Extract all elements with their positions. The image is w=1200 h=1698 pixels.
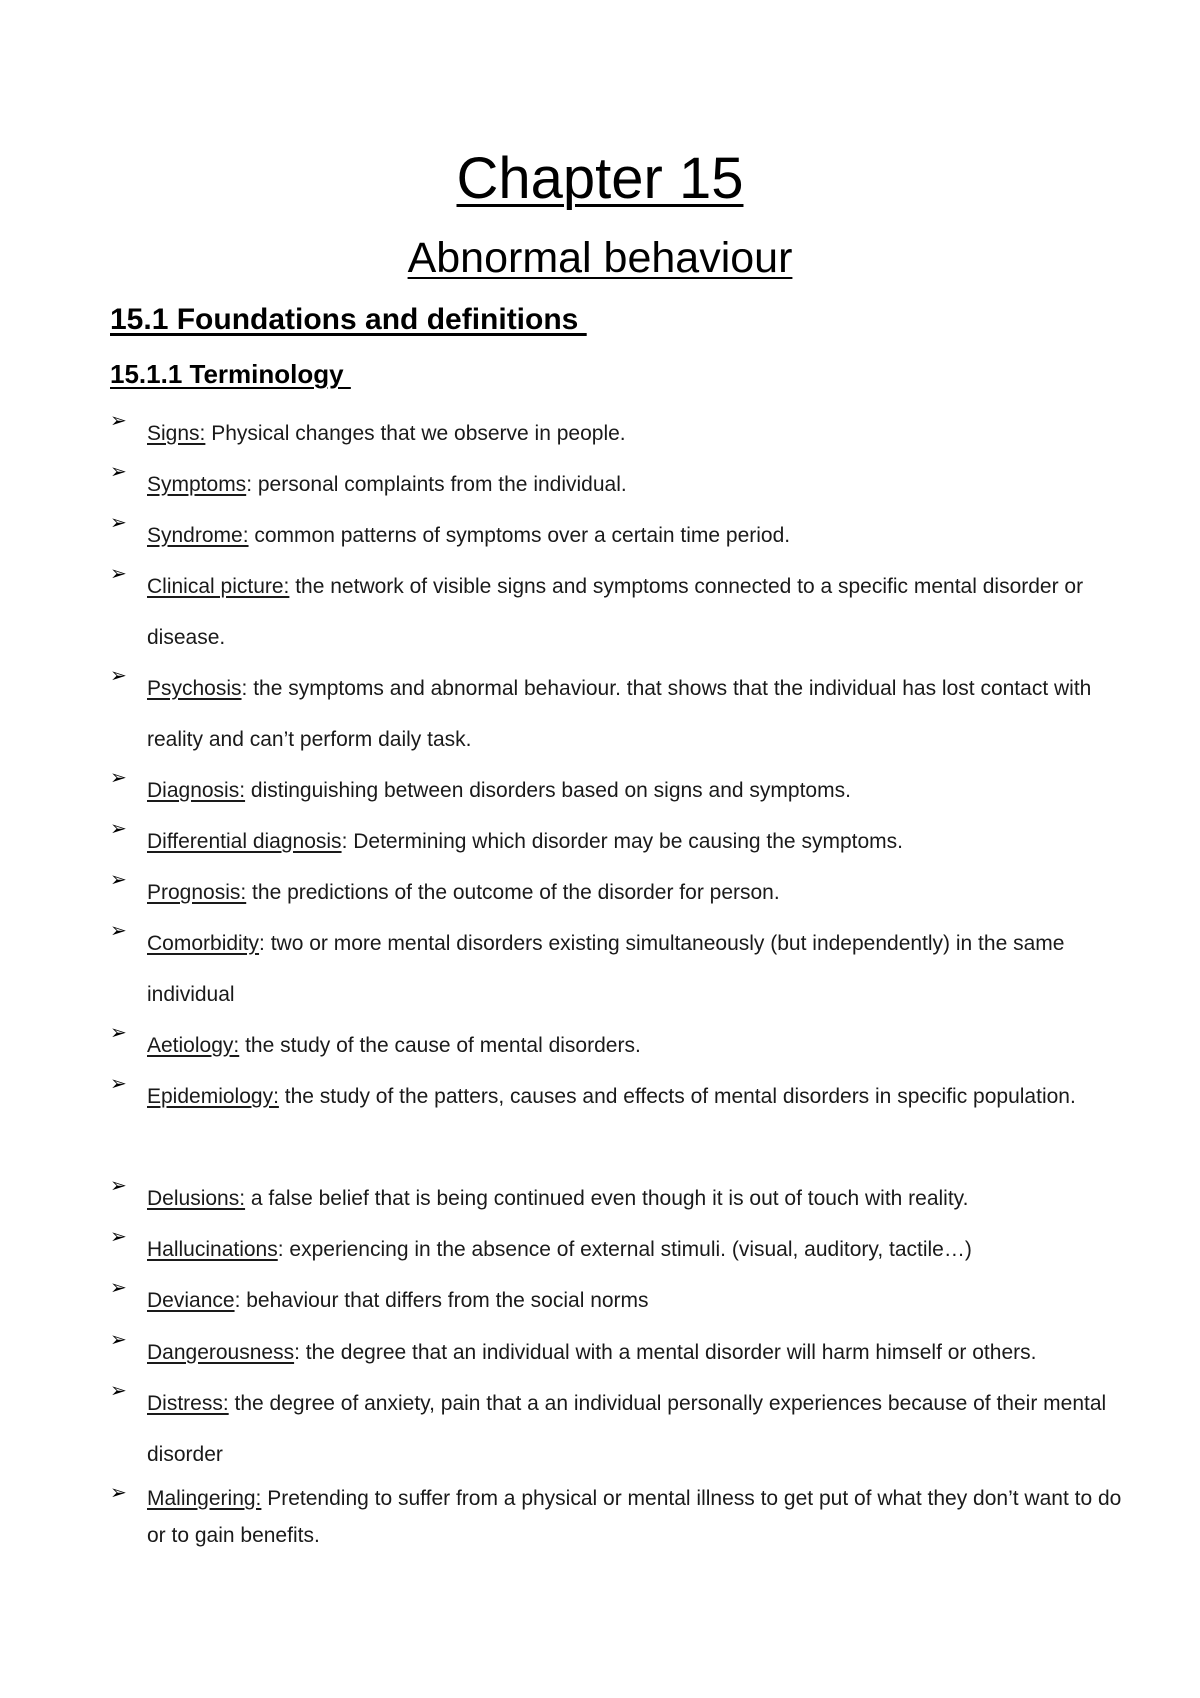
term-entry xyxy=(147,459,1122,510)
arrow-bullet-icon: ➢ xyxy=(110,1226,127,1248)
term-entry xyxy=(147,816,1122,867)
arrow-bullet-icon: ➢ xyxy=(110,665,127,687)
term-definition: distinguishing between disorders based on signs and symptoms. xyxy=(245,779,851,802)
subsection-heading: 15.1.1 Terminology xyxy=(110,359,351,389)
arrow-bullet-icon: ➢ xyxy=(110,1175,127,1197)
term-definition: Physical changes that we observe in people. xyxy=(205,422,626,445)
term-label: Comorbidity xyxy=(147,932,260,955)
term-entry xyxy=(147,867,1122,918)
term-label: Aetiology: xyxy=(147,1034,240,1057)
term-entry xyxy=(147,1224,1122,1275)
term-definition: : the degree that an individual with a mental disorder will harm himself or others. xyxy=(294,1341,1037,1364)
term-definition: a false belief that is being continued even though it is out of touch with reality. xyxy=(245,1187,969,1210)
term-entry xyxy=(147,408,1122,459)
term-label: Delusions: xyxy=(147,1187,246,1210)
arrow-bullet-icon: ➢ xyxy=(110,512,127,534)
term-label: Symptoms xyxy=(147,473,247,496)
arrow-bullet-icon: ➢ xyxy=(110,920,127,942)
term-entry xyxy=(147,918,1122,1020)
arrow-bullet-icon: ➢ xyxy=(110,563,127,585)
arrow-bullet-icon: ➢ xyxy=(110,461,127,483)
term-entry xyxy=(147,1020,1122,1071)
term-entry xyxy=(147,1378,1122,1480)
chapter-subtitle: Abnormal behaviour xyxy=(407,234,793,282)
term-definition: : two or more mental disorders existing simultaneously (but independently) in the same individual xyxy=(147,932,1065,1006)
term-label: Hallucinations xyxy=(147,1238,278,1261)
term-entry xyxy=(147,561,1122,663)
term-label: Psychosis xyxy=(147,677,242,700)
term-definition: : experiencing in the absence of external stimuli. (visual, auditory, tactile…) xyxy=(277,1238,972,1261)
term-label: Signs: xyxy=(147,422,206,445)
term-definition: : Determining which disorder may be causing the symptoms. xyxy=(341,830,903,853)
term-entry xyxy=(147,1173,1122,1224)
term-definition: the study of the patters, causes and effects of mental disorders in specific population. xyxy=(278,1085,1076,1108)
term-entry xyxy=(147,663,1122,765)
arrow-bullet-icon: ➢ xyxy=(110,767,127,789)
term-label: Malingering: xyxy=(147,1487,262,1510)
term-label: Prognosis: xyxy=(147,881,247,904)
arrow-bullet-icon: ➢ xyxy=(110,1073,127,1095)
term-label: Diagnosis: xyxy=(147,779,246,802)
term-definition: : personal complaints from the individual. xyxy=(246,473,627,496)
term-entry xyxy=(147,1480,1122,1554)
term-label: Deviance xyxy=(147,1289,235,1312)
arrow-bullet-icon: ➢ xyxy=(110,1482,127,1504)
term-label: Distress: xyxy=(147,1392,229,1415)
arrow-bullet-icon: ➢ xyxy=(110,1380,127,1402)
term-entry xyxy=(147,765,1122,816)
term-definition: the degree of anxiety, pain that a an individual personally experiences because of their mental disorder xyxy=(147,1392,1107,1466)
term-entry xyxy=(147,1327,1122,1378)
arrow-bullet-icon: ➢ xyxy=(110,818,127,840)
term-definition: the network of visible signs and symptoms connected to a specific mental disorder or disease. xyxy=(147,575,1084,649)
term-entry xyxy=(147,510,1122,561)
section-heading: 15.1 Foundations and definitions xyxy=(110,303,587,336)
term-definition: : the symptoms and abnormal behaviour. that shows that the individual has lost contact with reality and can’t perform daily task. xyxy=(147,677,1092,751)
term-definition: common patterns of symptoms over a certain time period. xyxy=(248,524,791,547)
term-definition: : behaviour that differs from the social norms xyxy=(234,1289,649,1312)
arrow-bullet-icon: ➢ xyxy=(110,1022,127,1044)
term-definition: the predictions of the outcome of the disorder for person. xyxy=(246,881,780,904)
term-label: Dangerousness xyxy=(147,1341,295,1364)
term-definition: the study of the cause of mental disorders. xyxy=(239,1034,641,1057)
term-label: Epidemiology: xyxy=(147,1085,279,1108)
term-entry xyxy=(147,1275,1122,1326)
chapter-title: Chapter 15 xyxy=(456,146,744,211)
term-entry xyxy=(147,1071,1122,1122)
arrow-bullet-icon: ➢ xyxy=(110,1329,127,1351)
term-label: Differential diagnosis xyxy=(147,830,342,853)
arrow-bullet-icon: ➢ xyxy=(110,869,127,891)
arrow-bullet-icon: ➢ xyxy=(110,410,127,432)
arrow-bullet-icon: ➢ xyxy=(110,1277,127,1299)
term-label: Clinical picture: xyxy=(147,575,290,598)
term-definition: Pretending to suffer from a physical or mental illness to get put of what they don’t want to do or to gain benefits. xyxy=(147,1487,1122,1547)
term-label: Syndrome: xyxy=(147,524,249,547)
